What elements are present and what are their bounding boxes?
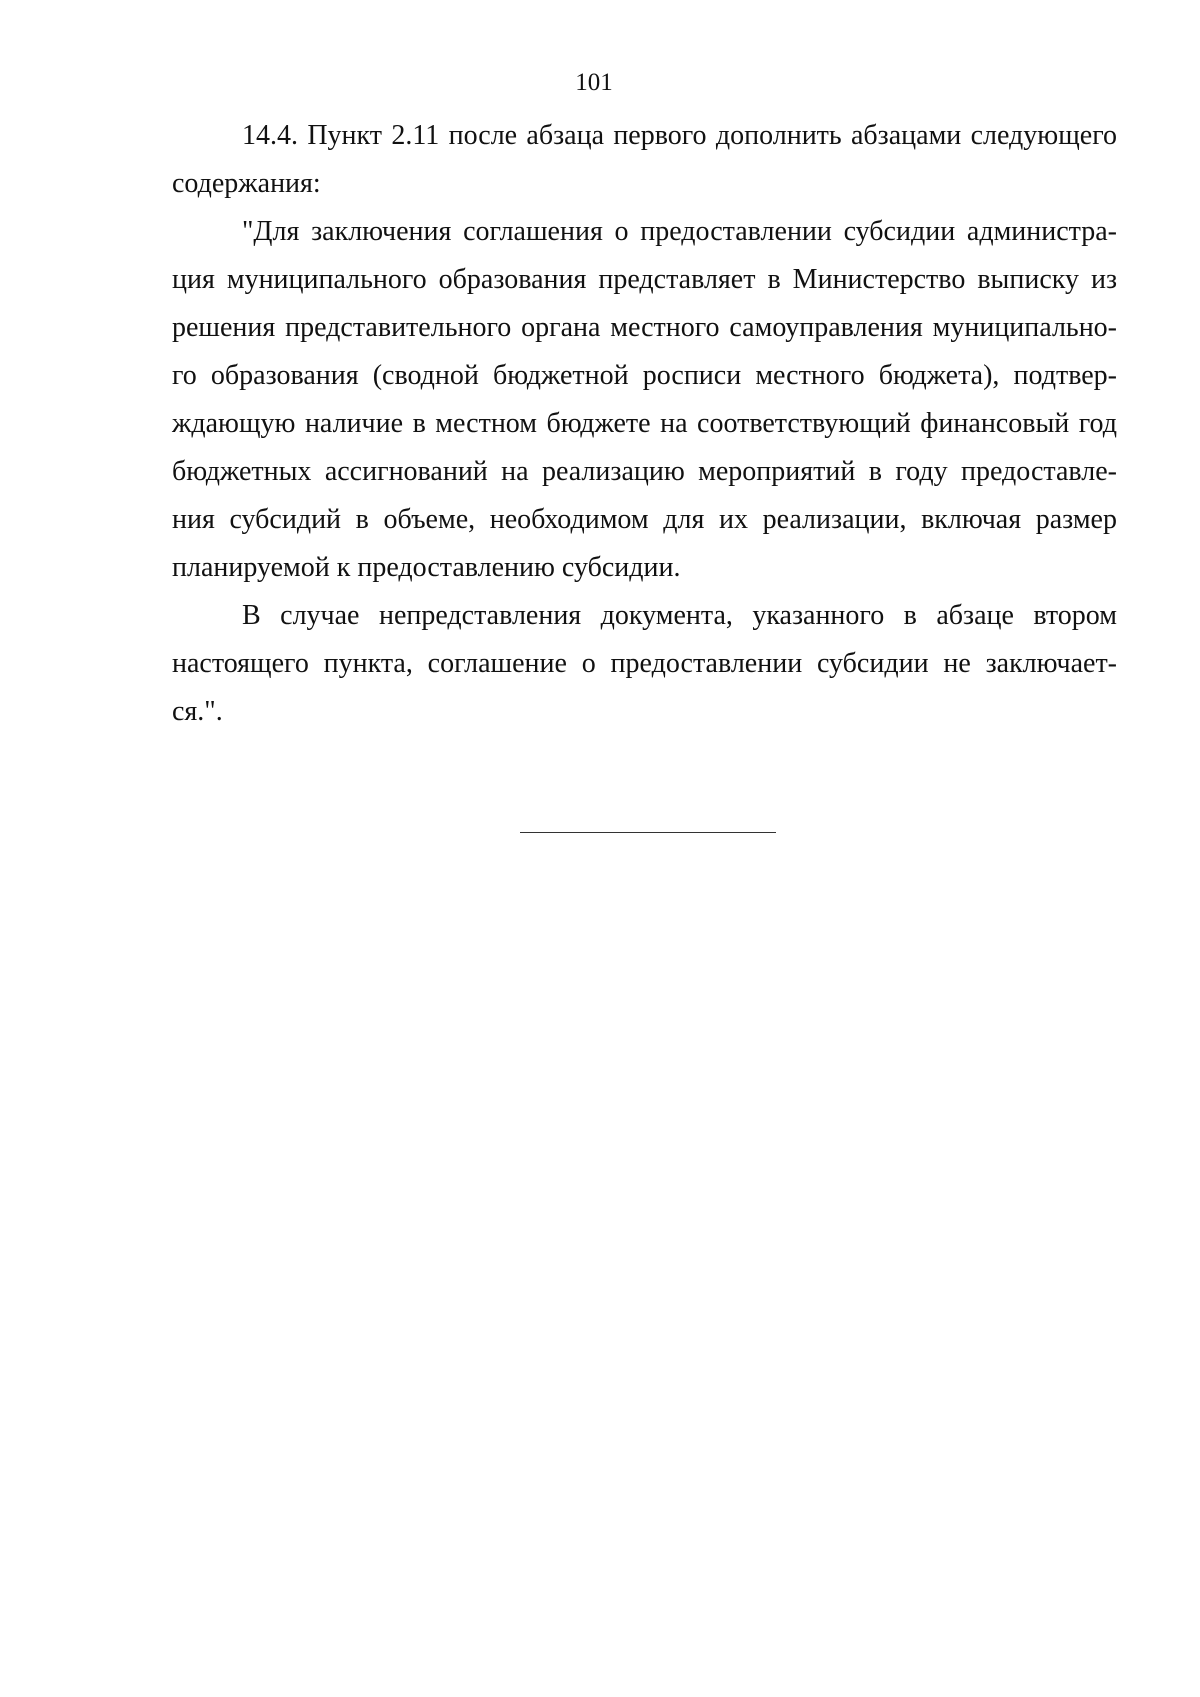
paragraph-amendment-14-4 xyxy=(172,112,1117,208)
paragraph-line: ния субсидий в объеме, необходимом для их реализации, включая размер xyxy=(172,504,1117,535)
paragraph-line: ся.". xyxy=(172,696,223,727)
paragraph-line: ция муниципального образования представляет в Министерство выписку из xyxy=(172,264,1117,295)
paragraph-line: бюджетных ассигнований на реализацию мероприятий в году предоставле- xyxy=(172,456,1117,487)
paragraph-non-submission xyxy=(172,592,1117,736)
paragraph-line: планируемой к предоставлению субсидии. xyxy=(172,552,681,583)
paragraph-line: "Для заключения соглашения о предоставлении субсидии администра- xyxy=(242,216,1117,247)
paragraph-line: В случае непредставления документа, указанного в абзаце втором xyxy=(242,600,1117,631)
document-body xyxy=(172,112,1117,736)
closing-divider xyxy=(520,832,776,833)
paragraph-line: го образования (сводной бюджетной росписи местного бюджета), подтвер- xyxy=(172,360,1117,391)
paragraph-quoted-text xyxy=(172,208,1117,592)
paragraph-line: настоящего пункта, соглашение о предоставлении субсидии не заключает- xyxy=(172,648,1117,679)
paragraph-line: содержания: xyxy=(172,168,321,199)
paragraph-line: решения представительного органа местного самоуправления муниципально- xyxy=(172,312,1117,343)
paragraph-line: 14.4. Пункт 2.11 после абзаца первого дополнить абзацами следующего xyxy=(242,120,1117,151)
paragraph-line: ждающую наличие в местном бюджете на соответствующий финансовый год xyxy=(172,408,1117,439)
page-number: 101 xyxy=(575,69,613,96)
